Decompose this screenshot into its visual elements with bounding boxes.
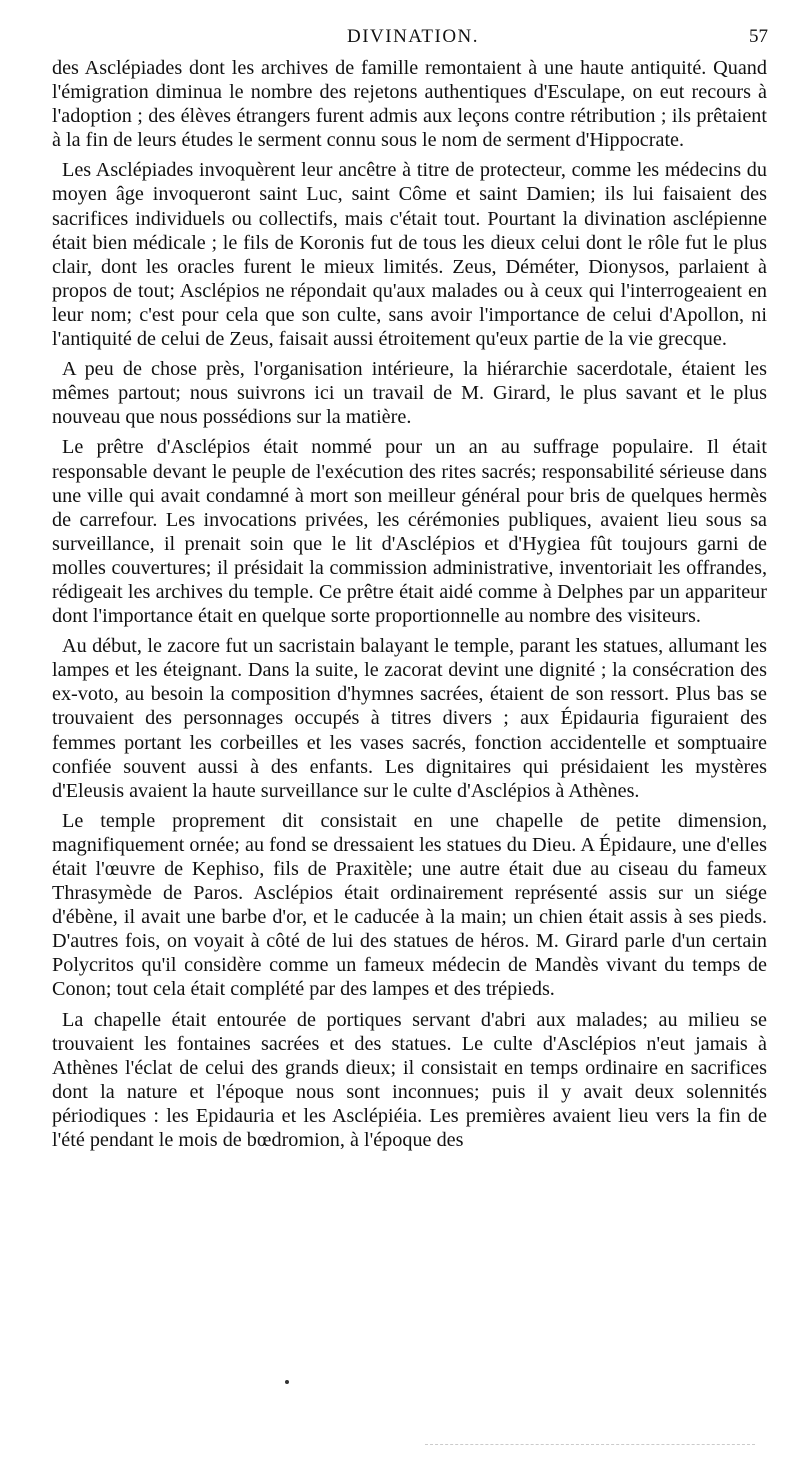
page-number: 57 — [749, 26, 768, 47]
body-text — [52, 56, 767, 1158]
paragraph: Le prêtre d'Asclépios était nommé pour un an au suffrage populaire. Il était responsable devant le peuple de l'exécution des rites sacrés; responsabilité sérieuse dans une ville qui avait condamné à mort son meilleur général pour bris de quelques hermès de carrefour. Les invocations privées, les cérémonies publiques, avaient lieu sous sa surveillance, il prenait soin que le lit d'Asclépios et d'Hygiea fût toujours garni de molles couvertures; il présidait la commission administrative, inventoriait les offrandes, rédigeait les archives du temple. Ce prêtre était aidé comme à Delphes par un appariteur dont l'importance était en quelque sorte proportionnelle au nombre des visiteurs. — [52, 436, 767, 628]
paragraph: Le temple proprement dit consistait en une chapelle de petite dimension, magnifiquement ornée; au fond se dressaient les statues du Dieu. A Épidaure, une d'elles était l'œuvre de Kephiso, fils de Praxitèle; une autre était due au ciseau du fameux Thrasymède de Paros. Asclépios était ordinairement représenté assis sur un siége d'ébène, il avait une barbe d'or, et le caducée à la main; un chien était assis à ses pieds. D'autres fois, on voyait à côté de lui des statues de héros. M. Girard parle d'un certain Polycritos qu'il considère comme un fameux médecin de Mandès vivant du temps de Conon; tout cela était complété par des lampes et des trépieds. — [52, 809, 767, 1001]
paragraph: Au début, le zacore fut un sacristain balayant le temple, parant les statues, allumant les lampes et les éteignant. Dans la suite, le zacorat devint une dignité ; la consécration des ex-voto, au besoin la composition d'hymnes sacrées, étaient de son ressort. Plus bas se trouvaient des personnages occupés à titres divers ; aux Épidauria figuraient des femmes portant les corbeilles et les vases sacrés, fonction accidentelle et somptuaire confiée souvent aussi à des enfants. Les dignitaires qui présidaient les mystères d'Eleusis avaient la haute surveillance sur le culte d'Asclépios à Athènes. — [52, 635, 767, 802]
bottom-edge-mark — [425, 1444, 755, 1445]
paragraph: des Asclépiades dont les archives de famille remontaient à une haute antiquité. Quand l'émigration diminua le nombre des rejetons authentiques d'Esculape, on eut recours à l'adoption ; des élèves étrangers furent admis aux leçons contre rétribution ; ils prêtaient à la fin de leurs études le serment connu sous le nom de serment d'Hippocrate. — [52, 57, 767, 152]
running-title: DIVINATION. — [346, 26, 480, 47]
page-header — [58, 26, 768, 56]
paragraph: Les Asclépiades invoquèrent leur ancêtre à titre de protecteur, comme les médecins du moyen âge invoqueront saint Luc, saint Côme et saint Damien; ils lui faisaient des sacrifices individuels ou collectifs, mais c'était tout. Pourtant la divination asclépienne était bien médicale ; le fils de Koronis fut de tous les dieux celui dont le rôle fut le plus clair, dont les oracles furent le mieux limités. Zeus, Déméter, Dionysos, parlaient à propos de tout; Asclépios ne répondait qu'aux malades ou à ceux qui l'interrogeaient en leur nom; c'est pour cela que son culte, sans avoir l'importance de celui d'Apollon, ni l'antiquité de celui de Zeus, faisait aussi étroitement qu'eux partie de la vie grecque. — [52, 159, 767, 351]
ink-speck — [285, 1380, 289, 1384]
paragraph: La chapelle était entourée de portiques servant d'abri aux malades; au milieu se trouvaient les fontaines sacrées et des statues. Le culte d'Asclépios n'eut jamais à Athènes l'éclat de celui des grands dieux; il consistait en temps ordinaire en sacrifices dont la nature et l'époque nous sont inconnues; puis il y avait deux solennités périodiques : les Epidauria et les Asclépiéia. Les premières avaient lieu vers la fin de l'été pendant le mois de bœdromion, à l'époque des — [52, 1008, 767, 1152]
paragraph: A peu de chose près, l'organisation intérieure, la hiérarchie sacerdotale, étaient les mêmes partout; nous suivrons ici un travail de M. Girard, le plus savant et le plus nouveau que nous possédions sur la matière. — [52, 358, 767, 429]
